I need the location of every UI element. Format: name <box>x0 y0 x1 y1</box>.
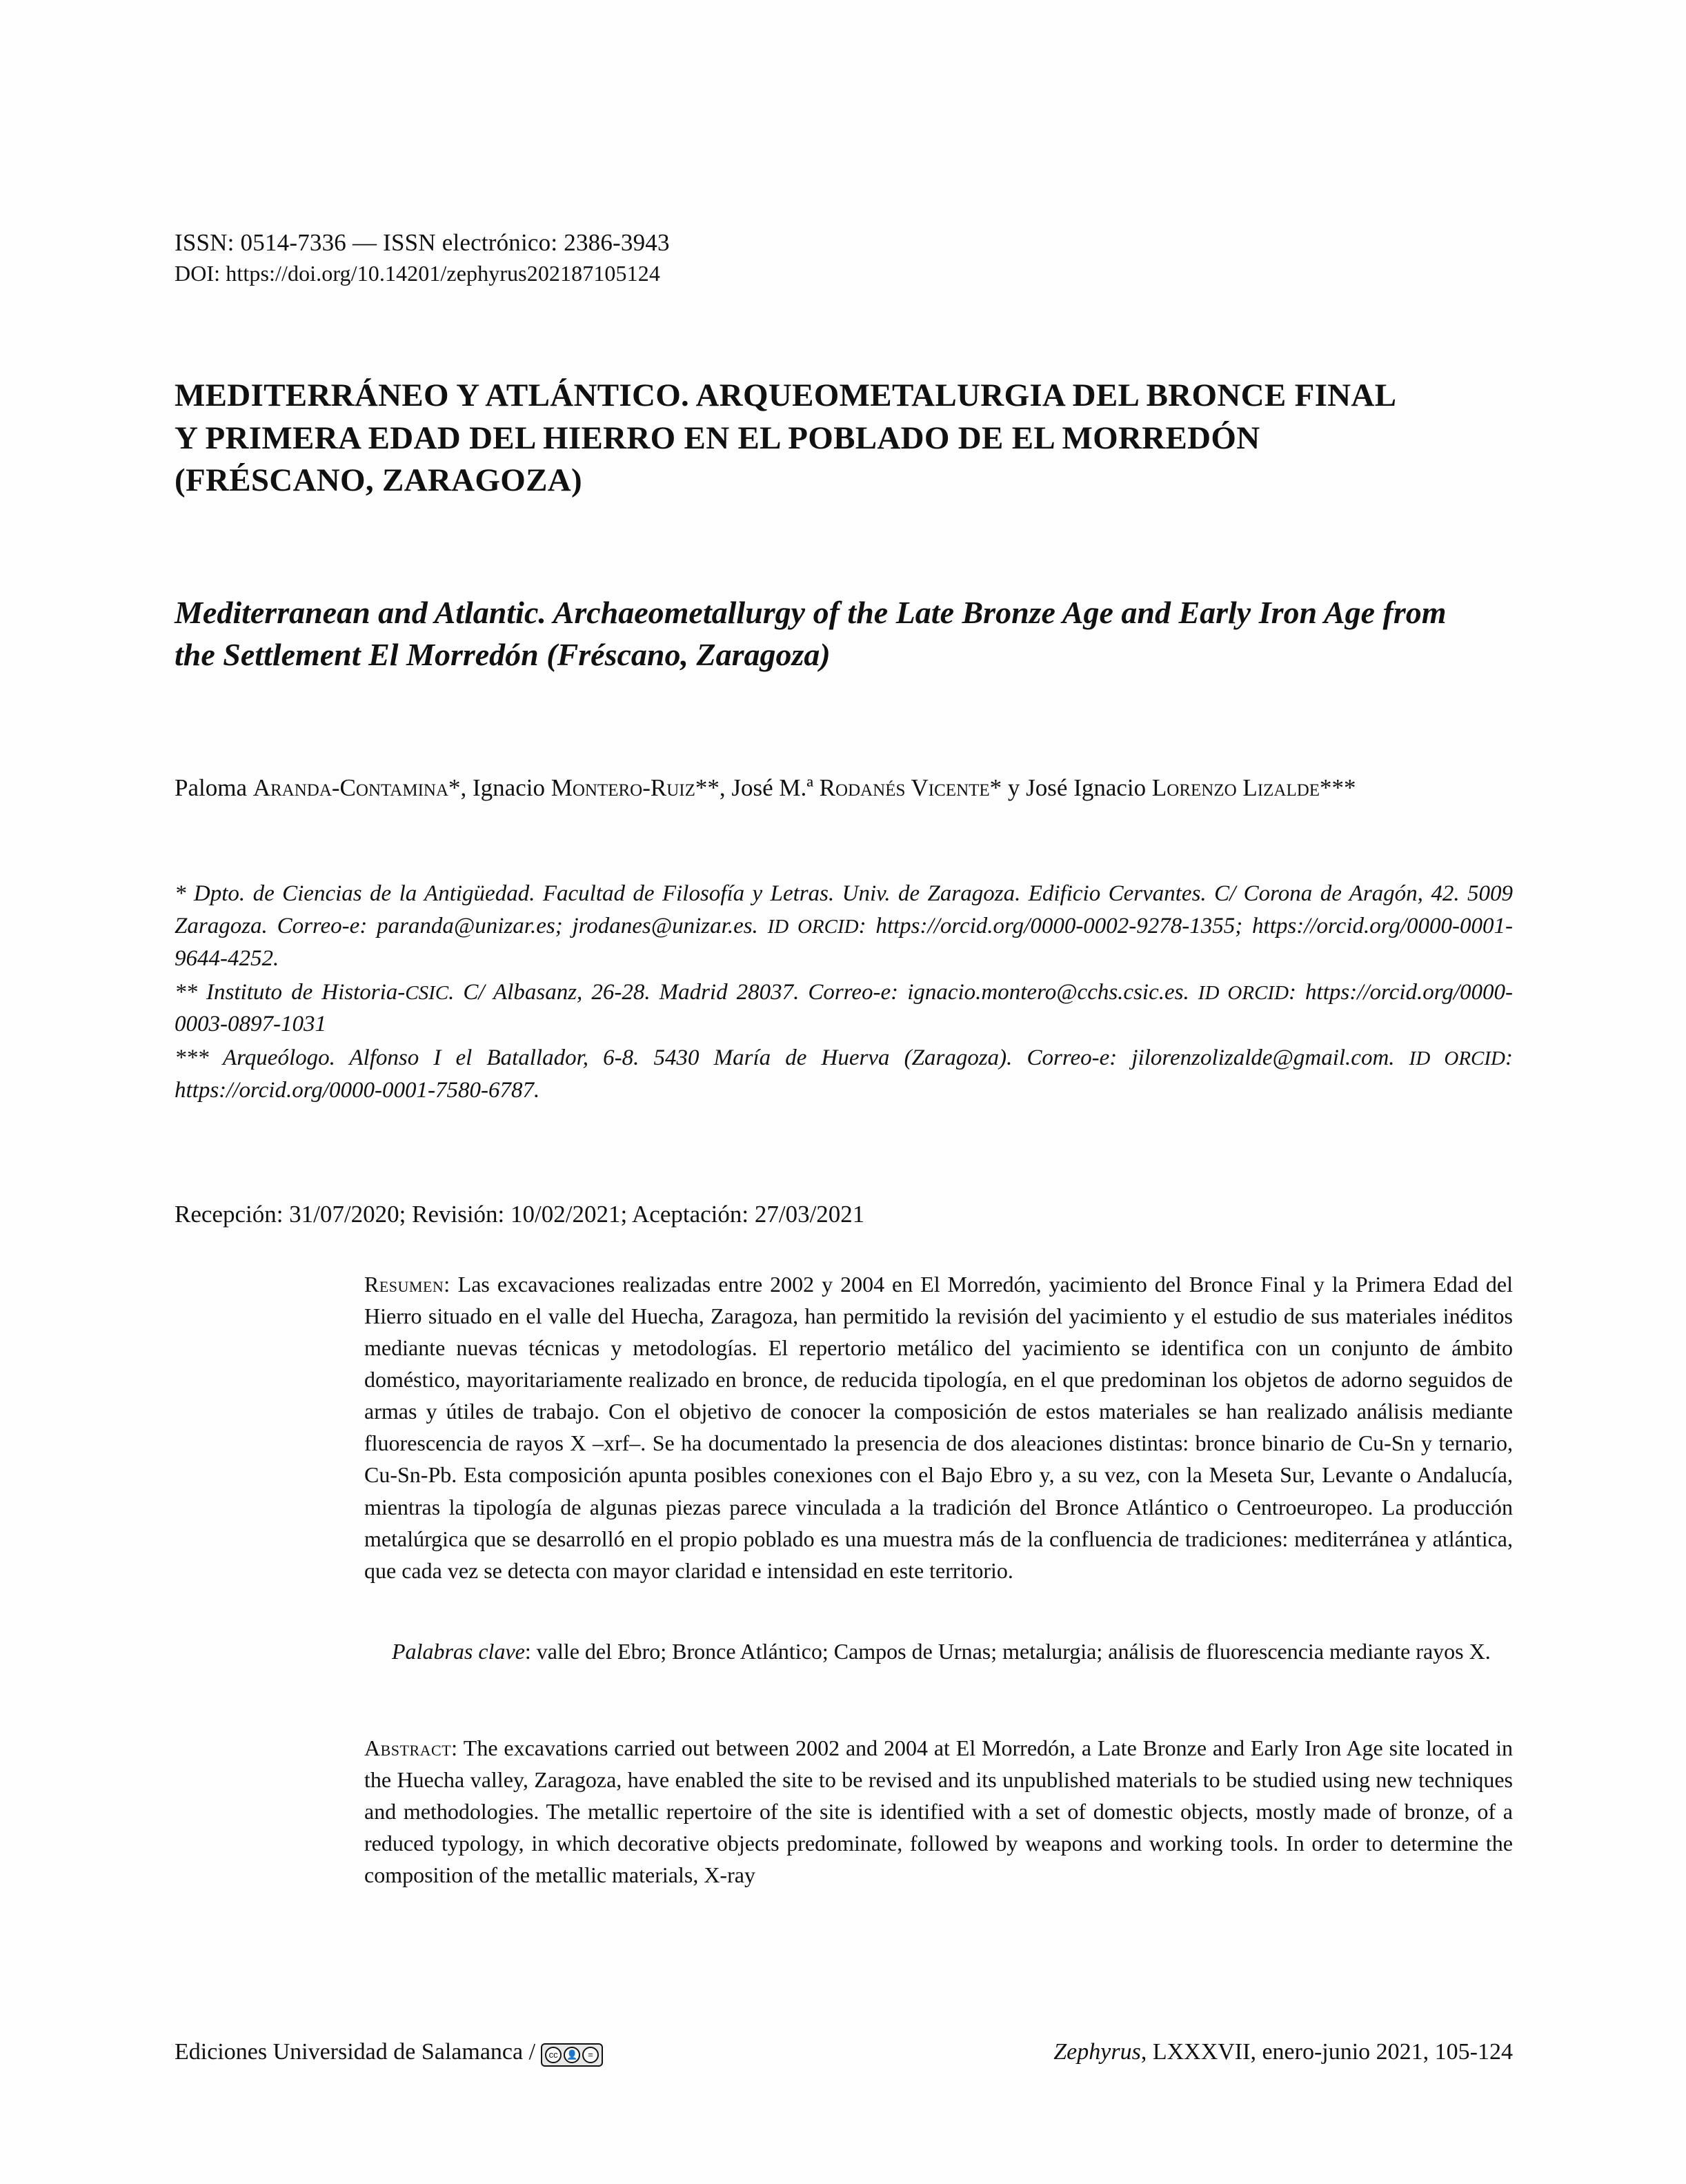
affiliation-item: ** Instituto de Historia-CSIC. C/ Albasanz, 26-28. Madrid 28037. Correo-e: ignacio.montero@cchs.csic.es. ID ORCID: https://orcid.org/0000-0003-0897-1031 <box>175 979 1514 1037</box>
abstract-section <box>364 1732 1513 1891</box>
resumen-label: Resumen: <box>364 1272 450 1297</box>
publisher-label: Ediciones Universidad de Salamanca / <box>175 2039 536 2065</box>
keywords-section <box>364 1635 1513 1667</box>
keywords-text: : valle del Ebro; Bronce Atlántico; Campos de Urnas; metalurgia; análisis de fluorescencia mediante rayos X. <box>524 1639 1491 1664</box>
journal-name: Zephyrus <box>1053 2039 1141 2065</box>
affiliation-item: *** Arqueólogo. Alfonso I el Batallador, 6-8. 5430 María de Huerva (Zaragoza). Correo-e: jilorenzolizalde@gmail.com. ID ORCID: https://orcid.org/0000-0001-7580-6787. <box>175 1045 1513 1103</box>
affiliations-block <box>175 878 1513 1108</box>
abstract-label: Abstract: <box>364 1735 458 1760</box>
page-title-english: Mediterranean and Atlantic. Archaeometallurgy of the Late Bronze Age and Early Iron Age from the Settlement El Morredón (Fréscano, Zaragoza) <box>175 595 1447 672</box>
affiliation-item: * Dpto. de Ciencias de la Antigüedad. Facultad de Filosofía y Letras. Univ. de Zaragoza. Edificio Cervantes. C/ Corona de Aragón, 42. 5009 Zaragoza. Correo-e: paranda@unizar.es; jrodanes@unizar.es. ID ORCID: https://orcid.org/0000-0002-9278-1355; https://orcid.org/0000-0001-9644-4252. <box>175 881 1514 971</box>
creative-commons-icon[interactable] <box>541 2043 603 2067</box>
cc-circle-icon: cc <box>545 2047 562 2063</box>
authors-line: Paloma Aranda-Contamina*, Ignacio Montero-Ruiz**, José M.ª Rodanés Vicente* y José Ignacio Lorenzo Lizalde*** <box>175 774 1356 801</box>
footer-citation <box>1053 2039 1513 2065</box>
resumen-text: Las excavaciones realizadas entre 2002 y 2004 en El Morredón, yacimiento del Bronce Final y la Primera Edad del Hierro situado en el valle del Huecha, Zaragoza, han permitido la revisión del yacimiento y el estudio de sus materiales inéditos mediante nuevas técnicas y metodologías. El repertorio metálico del yacimiento se identifica con un conjunto de ámbito doméstico, mayoritariamente realizado en bronce, de reducida tipología, en el que predominan los objetos de adorno seguidos de armas y útiles de trabajo. Con el objetivo de conocer la composición de estos materiales se han realizado análisis mediante fluorescencia de rayos X –xrf–. Se ha documentado la presencia de dos aleaciones distintas: bronce binario de Cu-Sn y ternario, Cu-Sn-Pb. Esta composición apunta posibles conexiones con el Bajo Ebro y, a su vez, con la Meseta Sur, Levante o Andalucía, mientras la tipología de algunas piezas parece vinculada a la tradición del Bronce Atlántico o Centroeuropeo. La producción metalúrgica que se desarrolló en el propio poblado es una muestra más de la confluencia de tradiciones: mediterránea y atlántica, que cada vez se detecta con mayor claridad e intensidad en este territorio. <box>364 1272 1513 1583</box>
page-title-spanish: MEDITERRÁNEO Y ATLÁNTICO. ARQUEOMETALURGIA DEL BRONCE FINAL Y PRIMERA EDAD DEL HIERRO EN EL POBLADO DE EL MORREDÓN (FRÉSCANO, ZARAGOZA) <box>175 377 1395 498</box>
submission-dates: Recepción: 31/07/2020; Revisión: 10/02/2021; Aceptación: 27/03/2021 <box>175 1201 865 1228</box>
keywords-label: Palabras clave <box>392 1639 525 1664</box>
issn-block <box>175 228 1513 288</box>
cc-by-icon: 👤 <box>564 2047 580 2063</box>
issn-line: ISSN: 0514-7336 — ISSN electrónico: 2386-3943 <box>175 229 670 256</box>
abstract-text: The excavations carried out between 2002 and 2004 at El Morredón, a Late Bronze and Early Iron Age site located in the Huecha valley, Zaragoza, have enabled the site to be revised and its unpublished materials to be studied using new techniques and methodologies. The metallic repertoire of the site is identified with a set of domestic objects, mostly made of bronze, of a reduced typology, in which decorative objects predominate, followed by weapons and working tools. In order to determine the composition of the metallic materials, X-ray <box>364 1735 1513 1888</box>
journal-issue: , LXXXVII, enero-junio 2021, 105-124 <box>1140 2039 1513 2065</box>
footer-publisher <box>175 2039 603 2065</box>
cc-nd-icon: = <box>582 2047 599 2063</box>
resumen-section <box>364 1268 1513 1586</box>
doi-line[interactable]: DOI: https://doi.org/10.14201/zephyrus202187105124 <box>175 260 660 286</box>
